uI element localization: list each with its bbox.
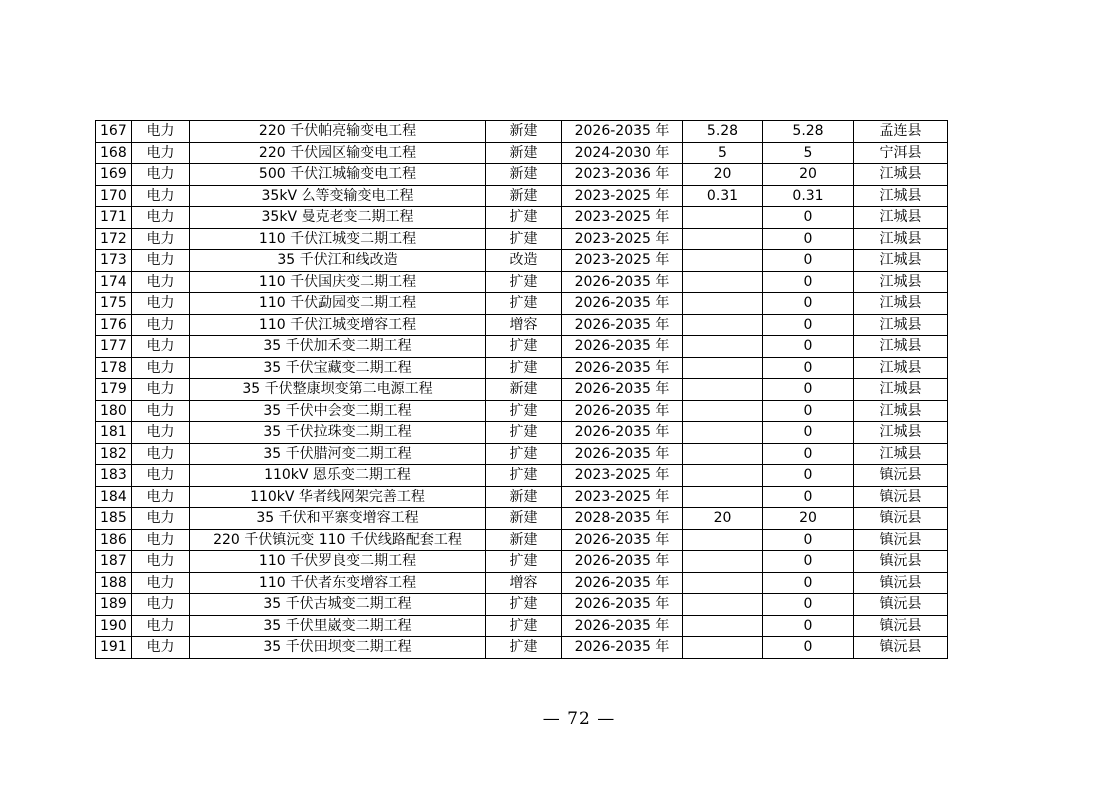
row-number-cell: 170 xyxy=(96,185,132,207)
county-cell: 江城县 xyxy=(854,400,948,422)
project-table xyxy=(95,120,948,659)
amount-cell xyxy=(683,250,763,272)
row-number-cell: 168 xyxy=(96,142,132,164)
construction-type-cell: 扩建 xyxy=(486,594,562,616)
category-cell: 电力 xyxy=(132,379,190,401)
construction-type-cell: 增容 xyxy=(486,314,562,336)
amount-cell: 0 xyxy=(763,293,854,315)
amount-cell xyxy=(683,228,763,250)
amount-cell xyxy=(683,314,763,336)
construction-type-cell: 新建 xyxy=(486,379,562,401)
amount-cell xyxy=(683,486,763,508)
project-name-cell: 35 千伏拉珠变二期工程 xyxy=(190,422,486,444)
amount-cell xyxy=(683,594,763,616)
category-cell: 电力 xyxy=(132,486,190,508)
page-number: — 72 — xyxy=(542,709,616,729)
county-cell: 江城县 xyxy=(854,228,948,250)
period-cell: 2026-2035 年 xyxy=(562,271,683,293)
period-cell: 2023-2025 年 xyxy=(562,250,683,272)
amount-cell xyxy=(683,615,763,637)
row-number-cell: 190 xyxy=(96,615,132,637)
period-cell: 2023-2025 年 xyxy=(562,185,683,207)
period-cell: 2026-2035 年 xyxy=(562,443,683,465)
county-cell: 镇沅县 xyxy=(854,615,948,637)
construction-type-cell: 新建 xyxy=(486,142,562,164)
amount-cell: 0 xyxy=(763,228,854,250)
row-number-cell: 184 xyxy=(96,486,132,508)
construction-type-cell: 扩建 xyxy=(486,357,562,379)
period-cell: 2023-2025 年 xyxy=(562,486,683,508)
construction-type-cell: 新建 xyxy=(486,508,562,530)
period-cell: 2026-2035 年 xyxy=(562,572,683,594)
project-name-cell: 35 千伏整康坝变第二电源工程 xyxy=(190,379,486,401)
project-name-cell: 110 千伏国庆变二期工程 xyxy=(190,271,486,293)
construction-type-cell: 扩建 xyxy=(486,271,562,293)
category-cell: 电力 xyxy=(132,615,190,637)
row-number-cell: 183 xyxy=(96,465,132,487)
table-row xyxy=(96,379,948,401)
period-cell: 2026-2035 年 xyxy=(562,400,683,422)
table-row xyxy=(96,508,948,530)
amount-cell xyxy=(683,357,763,379)
county-cell: 宁洱县 xyxy=(854,142,948,164)
project-name-cell: 35 千伏宝藏变二期工程 xyxy=(190,357,486,379)
table-row xyxy=(96,637,948,659)
table-row xyxy=(96,572,948,594)
category-cell: 电力 xyxy=(132,142,190,164)
period-cell: 2026-2035 年 xyxy=(562,293,683,315)
amount-cell: 0 xyxy=(763,250,854,272)
project-name-cell: 110 千伏者东变增容工程 xyxy=(190,572,486,594)
category-cell: 电力 xyxy=(132,637,190,659)
amount-cell: 20 xyxy=(683,164,763,186)
row-number-cell: 169 xyxy=(96,164,132,186)
project-name-cell: 35 千伏和平寨变增容工程 xyxy=(190,508,486,530)
project-name-cell: 35kV 曼克老变二期工程 xyxy=(190,207,486,229)
row-number-cell: 191 xyxy=(96,637,132,659)
amount-cell: 0 xyxy=(763,594,854,616)
category-cell: 电力 xyxy=(132,185,190,207)
project-name-cell: 110 千伏江城变增容工程 xyxy=(190,314,486,336)
amount-cell xyxy=(683,529,763,551)
amount-cell: 5 xyxy=(763,142,854,164)
period-cell: 2023-2025 年 xyxy=(562,228,683,250)
county-cell: 江城县 xyxy=(854,293,948,315)
period-cell: 2023-2025 年 xyxy=(562,465,683,487)
table-row xyxy=(96,615,948,637)
table-row xyxy=(96,228,948,250)
project-name-cell: 110kV 恩乐变二期工程 xyxy=(190,465,486,487)
amount-cell xyxy=(683,637,763,659)
construction-type-cell: 新建 xyxy=(486,486,562,508)
table-row xyxy=(96,207,948,229)
construction-type-cell: 扩建 xyxy=(486,551,562,573)
amount-cell: 5 xyxy=(683,142,763,164)
construction-type-cell: 扩建 xyxy=(486,228,562,250)
construction-type-cell: 扩建 xyxy=(486,400,562,422)
table-row xyxy=(96,529,948,551)
construction-type-cell: 增容 xyxy=(486,572,562,594)
construction-type-cell: 改造 xyxy=(486,250,562,272)
row-number-cell: 176 xyxy=(96,314,132,336)
table-row xyxy=(96,164,948,186)
county-cell: 江城县 xyxy=(854,164,948,186)
county-cell: 江城县 xyxy=(854,314,948,336)
county-cell: 江城县 xyxy=(854,336,948,358)
category-cell: 电力 xyxy=(132,572,190,594)
amount-cell: 0 xyxy=(763,551,854,573)
category-cell: 电力 xyxy=(132,207,190,229)
table-row xyxy=(96,271,948,293)
category-cell: 电力 xyxy=(132,314,190,336)
county-cell: 镇沅县 xyxy=(854,551,948,573)
category-cell: 电力 xyxy=(132,121,190,143)
amount-cell: 0 xyxy=(763,357,854,379)
amount-cell: 0 xyxy=(763,379,854,401)
amount-cell: 20 xyxy=(763,508,854,530)
amount-cell: 5.28 xyxy=(763,121,854,143)
period-cell: 2026-2035 年 xyxy=(562,379,683,401)
row-number-cell: 185 xyxy=(96,508,132,530)
construction-type-cell: 扩建 xyxy=(486,293,562,315)
construction-type-cell: 新建 xyxy=(486,164,562,186)
project-name-cell: 110 千伏勐园变二期工程 xyxy=(190,293,486,315)
table-row xyxy=(96,357,948,379)
period-cell: 2024-2030 年 xyxy=(562,142,683,164)
project-name-cell: 35 千伏江和线改造 xyxy=(190,250,486,272)
row-number-cell: 180 xyxy=(96,400,132,422)
row-number-cell: 181 xyxy=(96,422,132,444)
county-cell: 江城县 xyxy=(854,250,948,272)
period-cell: 2028-2035 年 xyxy=(562,508,683,530)
construction-type-cell: 扩建 xyxy=(486,637,562,659)
construction-type-cell: 新建 xyxy=(486,529,562,551)
construction-type-cell: 新建 xyxy=(486,121,562,143)
construction-type-cell: 扩建 xyxy=(486,443,562,465)
amount-cell xyxy=(683,336,763,358)
amount-cell xyxy=(683,465,763,487)
category-cell: 电力 xyxy=(132,551,190,573)
project-name-cell: 220 千伏镇沅变 110 千伏线路配套工程 xyxy=(190,529,486,551)
amount-cell: 0 xyxy=(763,443,854,465)
row-number-cell: 186 xyxy=(96,529,132,551)
category-cell: 电力 xyxy=(132,357,190,379)
table-row xyxy=(96,400,948,422)
county-cell: 江城县 xyxy=(854,422,948,444)
construction-type-cell: 扩建 xyxy=(486,465,562,487)
county-cell: 江城县 xyxy=(854,379,948,401)
category-cell: 电力 xyxy=(132,465,190,487)
county-cell: 镇沅县 xyxy=(854,486,948,508)
row-number-cell: 171 xyxy=(96,207,132,229)
row-number-cell: 178 xyxy=(96,357,132,379)
row-number-cell: 174 xyxy=(96,271,132,293)
row-number-cell: 167 xyxy=(96,121,132,143)
table-row xyxy=(96,486,948,508)
category-cell: 电力 xyxy=(132,228,190,250)
category-cell: 电力 xyxy=(132,293,190,315)
category-cell: 电力 xyxy=(132,422,190,444)
project-name-cell: 35 千伏加禾变二期工程 xyxy=(190,336,486,358)
category-cell: 电力 xyxy=(132,400,190,422)
period-cell: 2026-2035 年 xyxy=(562,637,683,659)
construction-type-cell: 扩建 xyxy=(486,336,562,358)
construction-type-cell: 扩建 xyxy=(486,422,562,444)
county-cell: 江城县 xyxy=(854,185,948,207)
amount-cell xyxy=(683,422,763,444)
period-cell: 2023-2036 年 xyxy=(562,164,683,186)
category-cell: 电力 xyxy=(132,594,190,616)
table-row xyxy=(96,594,948,616)
county-cell: 江城县 xyxy=(854,207,948,229)
category-cell: 电力 xyxy=(132,271,190,293)
county-cell: 镇沅县 xyxy=(854,465,948,487)
project-name-cell: 35 千伏古城变二期工程 xyxy=(190,594,486,616)
table-row xyxy=(96,142,948,164)
period-cell: 2026-2035 年 xyxy=(562,551,683,573)
amount-cell: 0 xyxy=(763,314,854,336)
row-number-cell: 175 xyxy=(96,293,132,315)
period-cell: 2026-2035 年 xyxy=(562,314,683,336)
amount-cell xyxy=(683,207,763,229)
county-cell: 镇沅县 xyxy=(854,572,948,594)
amount-cell: 0 xyxy=(763,637,854,659)
amount-cell: 20 xyxy=(683,508,763,530)
construction-type-cell: 扩建 xyxy=(486,207,562,229)
amount-cell: 0 xyxy=(763,572,854,594)
period-cell: 2026-2035 年 xyxy=(562,336,683,358)
row-number-cell: 172 xyxy=(96,228,132,250)
period-cell: 2026-2035 年 xyxy=(562,422,683,444)
project-name-cell: 220 千伏帕亮输变电工程 xyxy=(190,121,486,143)
county-cell: 江城县 xyxy=(854,443,948,465)
category-cell: 电力 xyxy=(132,250,190,272)
table-row xyxy=(96,121,948,143)
period-cell: 2026-2035 年 xyxy=(562,529,683,551)
row-number-cell: 179 xyxy=(96,379,132,401)
project-name-cell: 35 千伏田坝变二期工程 xyxy=(190,637,486,659)
amount-cell: 0 xyxy=(763,422,854,444)
row-number-cell: 182 xyxy=(96,443,132,465)
county-cell: 江城县 xyxy=(854,357,948,379)
period-cell: 2026-2035 年 xyxy=(562,615,683,637)
amount-cell xyxy=(683,400,763,422)
project-name-cell: 35kV 么等变输变电工程 xyxy=(190,185,486,207)
category-cell: 电力 xyxy=(132,164,190,186)
project-name-cell: 110kV 华者线网架完善工程 xyxy=(190,486,486,508)
project-name-cell: 500 千伏江城输变电工程 xyxy=(190,164,486,186)
project-name-cell: 35 千伏腊河变二期工程 xyxy=(190,443,486,465)
county-cell: 江城县 xyxy=(854,271,948,293)
amount-cell: 0 xyxy=(763,615,854,637)
table-row xyxy=(96,551,948,573)
table-row xyxy=(96,422,948,444)
project-name-cell: 35 千伏中会变二期工程 xyxy=(190,400,486,422)
period-cell: 2026-2035 年 xyxy=(562,594,683,616)
period-cell: 2026-2035 年 xyxy=(562,121,683,143)
amount-cell xyxy=(683,443,763,465)
amount-cell xyxy=(683,293,763,315)
county-cell: 镇沅县 xyxy=(854,594,948,616)
amount-cell: 20 xyxy=(763,164,854,186)
amount-cell: 5.28 xyxy=(683,121,763,143)
amount-cell: 0 xyxy=(763,400,854,422)
table-row xyxy=(96,293,948,315)
amount-cell: 0 xyxy=(763,486,854,508)
row-number-cell: 173 xyxy=(96,250,132,272)
row-number-cell: 187 xyxy=(96,551,132,573)
amount-cell: 0 xyxy=(763,529,854,551)
amount-cell: 0 xyxy=(763,465,854,487)
category-cell: 电力 xyxy=(132,508,190,530)
row-number-cell: 189 xyxy=(96,594,132,616)
county-cell: 孟连县 xyxy=(854,121,948,143)
amount-cell xyxy=(683,572,763,594)
amount-cell: 0.31 xyxy=(763,185,854,207)
project-name-cell: 220 千伏园区输变电工程 xyxy=(190,142,486,164)
county-cell: 镇沅县 xyxy=(854,529,948,551)
amount-cell: 0 xyxy=(763,271,854,293)
row-number-cell: 188 xyxy=(96,572,132,594)
construction-type-cell: 扩建 xyxy=(486,615,562,637)
project-name-cell: 110 千伏江城变二期工程 xyxy=(190,228,486,250)
table-row xyxy=(96,336,948,358)
amount-cell: 0 xyxy=(763,336,854,358)
amount-cell xyxy=(683,551,763,573)
project-name-cell: 110 千伏罗良变二期工程 xyxy=(190,551,486,573)
county-cell: 镇沅县 xyxy=(854,508,948,530)
amount-cell: 0.31 xyxy=(683,185,763,207)
period-cell: 2023-2025 年 xyxy=(562,207,683,229)
amount-cell xyxy=(683,271,763,293)
amount-cell xyxy=(683,379,763,401)
table-row xyxy=(96,443,948,465)
category-cell: 电力 xyxy=(132,443,190,465)
table-row xyxy=(96,314,948,336)
table-body xyxy=(96,121,948,659)
table-row xyxy=(96,465,948,487)
table-row xyxy=(96,250,948,272)
category-cell: 电力 xyxy=(132,336,190,358)
amount-cell: 0 xyxy=(763,207,854,229)
construction-type-cell: 新建 xyxy=(486,185,562,207)
table-row xyxy=(96,185,948,207)
row-number-cell: 177 xyxy=(96,336,132,358)
period-cell: 2026-2035 年 xyxy=(562,357,683,379)
category-cell: 电力 xyxy=(132,529,190,551)
project-name-cell: 35 千伏里崴变二期工程 xyxy=(190,615,486,637)
county-cell: 镇沅县 xyxy=(854,637,948,659)
